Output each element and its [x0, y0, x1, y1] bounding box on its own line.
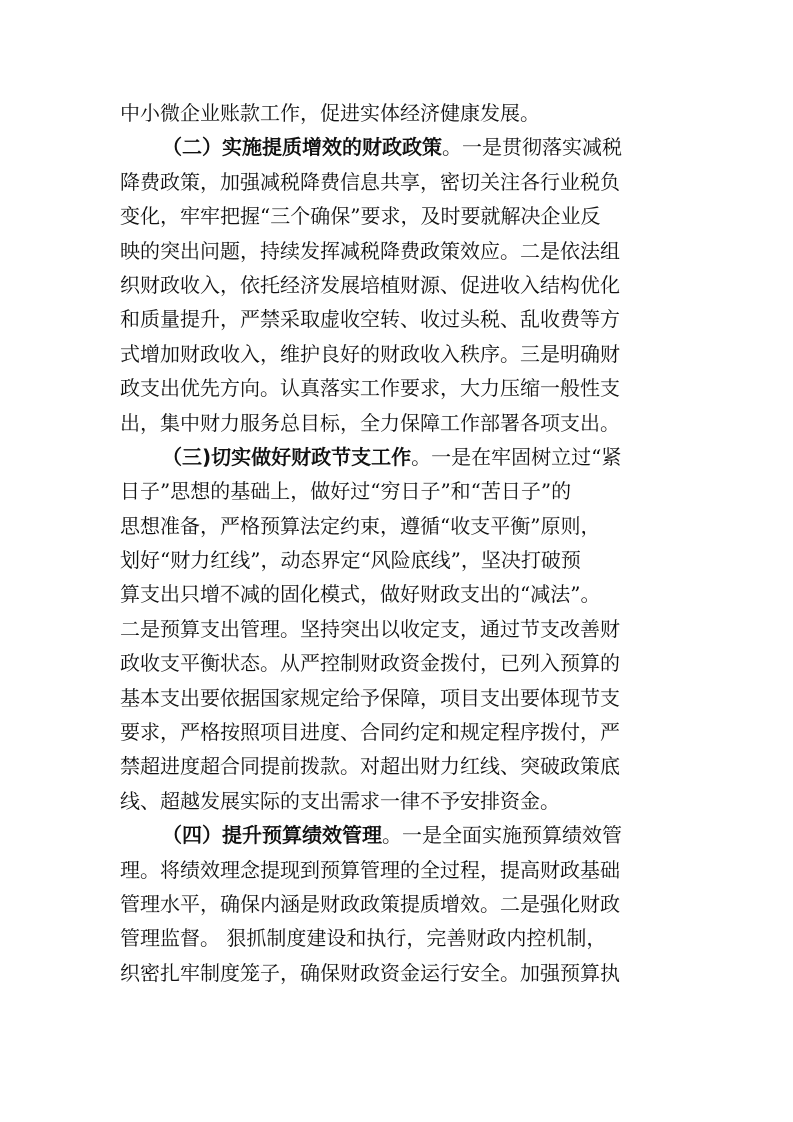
section-heading-3: （三)切实做好财政节支工作	[162, 444, 412, 469]
line-text: 基本支出要依据国家规定给予保障，项目支出要体现节支	[120, 685, 620, 710]
paragraph-first-line	[120, 818, 683, 852]
line-text: 。一是贯彻落实减税	[442, 135, 622, 160]
line-text: 。一是在牢固树立过“紧	[411, 444, 622, 469]
line-text: 要求，严格按照项目进度、合同约定和规定程序拨付，严	[120, 720, 620, 745]
section-heading-4: （四）提升预算绩效管理	[162, 823, 382, 848]
text-line	[120, 406, 683, 440]
text-line	[120, 302, 683, 336]
line-text: 变化，牢牢把握“三个确保”要求，及时要就解决企业反	[120, 204, 601, 229]
line-text: 映的突出问题，持续发挥减税降费政策效应。二是依法组	[120, 238, 620, 263]
line-text: 线、超越发展实际的支出需求一律不予安排资金。	[120, 788, 560, 813]
text-line	[120, 612, 683, 646]
line-text: 。一是全面实施预算绩效管	[382, 823, 622, 848]
text-line	[120, 921, 683, 955]
text-line	[120, 749, 683, 783]
line-text: 织财政收入，依托经济发展培植财源、促进收入结构优化	[120, 272, 620, 297]
text-line	[120, 165, 683, 199]
line-text: 管理水平，确保内涵是财政政策提质增效。二是强化财政	[120, 891, 620, 916]
text-line	[120, 268, 683, 302]
line-text: 理。将绩效理念提现到预算管理的全过程，提高财政基础	[120, 857, 620, 882]
line-text: 政收支平衡状态。从严控制财政资金拨付，已列入预算的	[120, 651, 620, 676]
text-line	[120, 681, 683, 715]
text-line	[120, 715, 683, 749]
text-line	[120, 337, 683, 371]
line-text: 和质量提升，严禁采取虚收空转、收过头税、乱收费等方	[120, 307, 620, 332]
line-text: 禁超进度超合同提前拨款。对超出财力红线、突破政策底	[120, 754, 620, 779]
line-text: 政支出优先方向。认真落实工作要求，大力压缩一般性支	[120, 376, 620, 401]
document-body	[120, 96, 683, 990]
text-line	[120, 371, 683, 405]
text-line	[120, 543, 683, 577]
line-text: 织密扎牢制度笼子，确保财政资金运行安全。加强预算执	[120, 960, 620, 985]
paragraph-first-line	[120, 440, 683, 474]
line-text: 中小微企业账款工作，促进实体经济健康发展。	[120, 101, 540, 125]
text-line	[120, 646, 683, 680]
text-line	[120, 234, 683, 268]
text-line	[120, 199, 683, 233]
line-text: 降费政策，加强减税降费信息共享，密切关注各行业税负	[120, 169, 620, 194]
text-line	[120, 96, 683, 130]
line-text: 算支出只增不减的固化模式，做好财政支出的“减法”。	[120, 582, 601, 607]
line-text: 式增加财政收入，维护良好的财政收入秩序。三是明确财	[120, 341, 620, 366]
line-text: 划好“财力红线”，动态界定“风险底线”，坚决打破预	[120, 548, 581, 573]
text-line	[120, 577, 683, 611]
text-line	[120, 784, 683, 818]
section-heading-2: （二）实施提质增效的财政政策	[162, 135, 442, 160]
paragraph-first-line	[120, 130, 683, 164]
text-line	[120, 887, 683, 921]
line-text: 管理监督。 狠抓制度建设和执行，完善财政内控机制，	[120, 926, 607, 951]
line-text: 思想准备，严格预算法定约束，遵循“收支平衡”原则，	[120, 513, 601, 538]
line-text: 出，集中财力服务总目标，全力保障工作部署各项支出。	[120, 410, 620, 435]
text-line	[120, 474, 683, 508]
line-text: 日子”思想的基础上，做好过“穷日子”和“苦日子”的	[120, 479, 572, 504]
line-text: 二是预算支出管理。坚持突出以收定支，通过节支改善财	[120, 616, 620, 641]
text-line	[120, 509, 683, 543]
text-line	[120, 956, 683, 990]
text-line	[120, 853, 683, 887]
